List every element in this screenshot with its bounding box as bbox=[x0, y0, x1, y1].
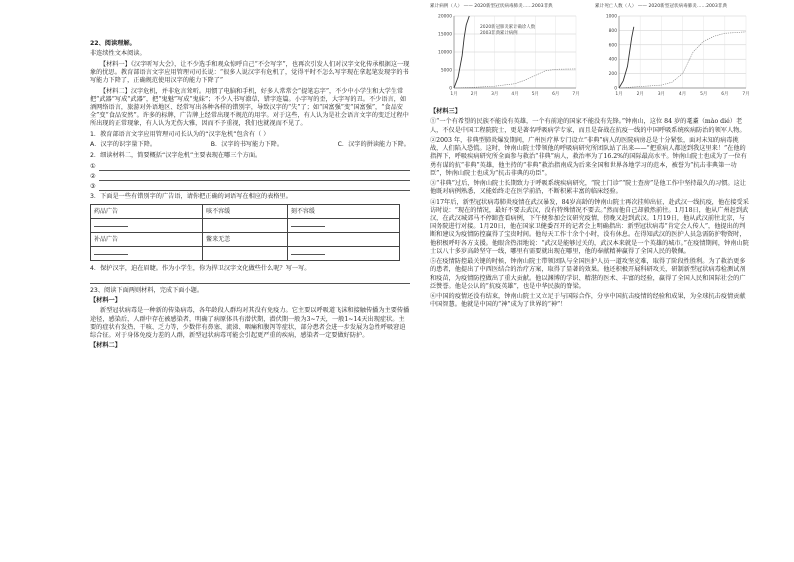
q22-title: 22、阅读理解。 bbox=[90, 40, 136, 47]
question-3: 3．下面是一些有错别字的广告语，请你把正确的词语写在相应的表格里。 bbox=[90, 193, 292, 201]
table-cell: 药品广告 bbox=[91, 205, 203, 219]
question-2: 2．细读材料二，简要概括“汉字危机”主要表现在哪三个方面。 bbox=[90, 152, 262, 160]
answer-line-3[interactable] bbox=[90, 183, 410, 191]
paragraph-6: ⑥中国的疫情还没有结束，钟南山院士又立足于与国际合作，分享中国抗击疫情的经验和成果，为全球抗击疫情贡献中国智慧。他就是中国的“神”成为了世界的“神”！ bbox=[430, 293, 746, 309]
right-column bbox=[430, 4, 750, 312]
answer-mark: ① bbox=[90, 162, 96, 170]
option-a[interactable]: A．汉字的识字量下降。 bbox=[90, 141, 157, 148]
annotation: 2020新冠肺炎累计确诊人数 bbox=[480, 25, 536, 31]
table-cell-blank[interactable] bbox=[91, 247, 203, 261]
y-tick-label: 400 bbox=[608, 57, 617, 63]
table-cell: 刻不容缓 bbox=[287, 205, 399, 219]
table-row bbox=[91, 233, 400, 247]
x-tick-label: 1月 bbox=[450, 92, 458, 98]
answer-line-2[interactable] bbox=[90, 173, 410, 181]
question-1-options bbox=[90, 141, 410, 149]
chart-title: 累计死亡人数（人） —— 2020新型冠状病毒肺炎……2003非典 bbox=[595, 4, 727, 9]
table-cell bbox=[203, 219, 288, 233]
table-row bbox=[91, 219, 400, 233]
table-cell: 鳖来无恙 bbox=[203, 233, 288, 247]
annotation: 2003非典累计病例 bbox=[480, 31, 518, 37]
material-1b: 新型冠状病毒是一种新的传染病毒，各年龄段人群均对其没有免疫力。它主要以呼吸道飞沫和接触传播为主要传播途径，感染后，人群中存在被感染者，明确了病原体具有潜伏期，潜伏期一般为3~7天，一般1~14天出现症状。主要的症状有发热、干咳、乏力等，少数伴有鼻塞、流涕、咽痛和腹泻等症状，部分患者会进一步发展为急性呼吸窘迫综合征。对于身体免疫力差的人群，新型冠状病毒可能会引起更严重的疾病，感染者一定要做好防护。 bbox=[90, 307, 410, 339]
x-tick-label: 5月 bbox=[700, 92, 708, 98]
question-4: 4．保护汉字，迫在眉睫。作为小学生，你为捍卫汉字文化做些什么呢？写一写。 bbox=[90, 265, 311, 273]
y-tick-label: 0 bbox=[614, 86, 617, 92]
charts-area bbox=[430, 4, 750, 104]
y-tick-label: 0 bbox=[449, 86, 452, 92]
table-row bbox=[91, 247, 400, 261]
material-2b-title: 【材料二】 bbox=[90, 342, 121, 350]
paragraph-1: ①“一个有希望的民族不能没有英雄，一个有前途的国家不能没有先锋。”钟南山，这位 84 岁的耄耋（mào dié）老人，不仅是中国工程院院士，更是著名呼吸病学专家，而且是奋战在抗疫一线的中国呼吸系统疾病防治的领军人物。 bbox=[430, 118, 746, 134]
table-row bbox=[91, 205, 400, 219]
x-tick-label: 6月 bbox=[721, 92, 729, 98]
x-tick-label: 7月 bbox=[742, 92, 750, 98]
table-cell: 补品广告 bbox=[91, 233, 203, 247]
option-b[interactable]: B．汉字的书写能力下降。 bbox=[210, 141, 284, 148]
paragraph-3: ③“非典”过后，钟南山院士长期致力于呼吸系统疾病研究，“院士门诊”“院士查房”是他工作中坚持最久的习惯。这让他既对病例熟悉，又能始终走在医学前沿，不断积累丰富的临床经验。 bbox=[430, 180, 746, 196]
y-tick-label: 1000 bbox=[605, 14, 617, 20]
table-cell-blank[interactable] bbox=[287, 247, 399, 261]
x-tick-label: 2月 bbox=[636, 92, 644, 98]
option-c[interactable]: C．汉字的拼读能力下降。 bbox=[337, 141, 410, 148]
material-1: 【材料一】《汉字听写大会》，让不少选手和观众惊呼自己“不会写字”，也再次引发人们对汉字文化传承根据这一现象的忧思。教育部语言文字应用管理司司长说：“很多人说汉字有危机了，觉得平时不怎么写字现在拿起笔发现字的书写能力下降了，正确规范使用汉字的能力下降了” bbox=[90, 60, 410, 85]
table-cell-blank[interactable] bbox=[287, 219, 399, 233]
y-tick-label: 200 bbox=[608, 72, 617, 78]
y-tick-label: 800 bbox=[608, 28, 617, 34]
paragraph-5: ⑤在疫情防控最关键的时候，钟南山院士带领团队与全国医护人员一道攻坚克难，取得了阶段性胜利。为了救治更多的患者，他提出了中西医结合的治疗方案，取得了显著的效果。他还积极开展科研攻关，研制新型冠状病毒检测试剂和疫苗，为疫情防控做出了重大贡献。他以渊博的学识、精湛的医术、丰富的经验，赢得了全国人民和国际社会的广泛赞誉。他是公认的“抗疫英雄”，也是中华民族的脊梁。 bbox=[430, 258, 746, 290]
x-tick-label: 7月 bbox=[572, 92, 580, 98]
series-line bbox=[619, 27, 634, 88]
y-tick-label: 5000 bbox=[440, 68, 452, 74]
left-column bbox=[90, 40, 410, 353]
ad-table bbox=[90, 204, 400, 261]
q22-subtitle: 非连续性文本阅读。 bbox=[90, 50, 146, 58]
paragraph-2: ②2003 年，非典型肺炎爆发期间，广州医疗界专门设立“非典”病人的医院病房总是十分紧张，面对未知的病毒挑战，人们陷入恐慌。这时，钟南山院士带领他的呼吸病研究所团队站了出来——“把重病人都送到我这里来！”在他的指挥下，呼吸疾病研究所全面参与救治“非典”病人，救治率为了16.2%的国际最高水平。钟南山院士也成为了一位有勇有谋的抗“非典”英雄，他主持的“非典”救治指南成为后来全国和世界各地学习的范本，被誉为“抗击非典第一功臣”，钟南山院士也成为“抗击非典的功臣”。 bbox=[430, 136, 747, 177]
material-2: 【材料二】汉字危机，并非危言耸听。用惯了电脑和手机，好多人常常会“提笔忘字”，不少中小学生和大学生常把“武器”写成“武器”，把“鬼魅”写成“鬼妹”；不少人书写潦草，错字连篇。小字写的歪，大字写的丑。不少语言，如酒网络语言，旅游对外语地区、经常写出各种各样的错别字，导致汉字的“失”了；如“国富强”变“国富强”，“食品安全”变“食品安然”。许多的标牌，广告牌上经常出现不规范的用字。对于这些，有人认为是社会语言文字的变迁过程中所出现的正常现象，有人认为无伤大雅，因而不予重视，我们也就视而不见了。 bbox=[90, 87, 409, 128]
answer-line-4[interactable] bbox=[90, 276, 410, 284]
chart-cases bbox=[430, 4, 580, 103]
chart-cases-svg bbox=[430, 10, 580, 100]
q23-title: 23、阅读下面两则材料，完成下面小题。 bbox=[90, 286, 204, 294]
x-tick-label: 2月 bbox=[470, 92, 478, 98]
y-tick-label: 20000 bbox=[438, 14, 452, 20]
table-cell: 咳不容缓 bbox=[203, 205, 288, 219]
chart-deaths bbox=[595, 4, 750, 103]
x-tick-label: 5月 bbox=[531, 92, 539, 98]
y-tick-label: 600 bbox=[608, 43, 617, 49]
y-tick-label: 10000 bbox=[438, 50, 452, 56]
chart-title: 累计病例（人） —— 2020新型冠状病毒肺炎……2003非典 bbox=[430, 4, 553, 9]
x-tick-label: 3月 bbox=[491, 92, 499, 98]
material-3-title: 【材料三】 bbox=[430, 108, 461, 115]
question-1: 1．教育部语言文字应用管理司司长认为的“汉字危机”包含有（ ） bbox=[90, 130, 270, 138]
x-tick-label: 6月 bbox=[552, 92, 560, 98]
x-tick-label: 3月 bbox=[657, 92, 665, 98]
table-cell bbox=[287, 233, 399, 247]
answer-mark: ③ bbox=[90, 182, 96, 190]
x-tick-label: 4月 bbox=[511, 92, 519, 98]
y-tick-label: 15000 bbox=[438, 32, 452, 38]
table-cell bbox=[203, 247, 288, 261]
answer-line-1[interactable] bbox=[90, 163, 410, 171]
paragraph-4: ④17年后，新型冠状病毒肺炎疫情在武汉暴发，84岁高龄的钟南山院士再次挂帅出征，赴武汉一线抗疫，他在接受采访时说：“现在的情况，最好不要去武汉，没有特殊情况不要去。”然而他自己却毅然前往。1月18日，他从广州赶到武汉，在武汉城郊马不停蹄查看病例，下午便参加会议研究疫情，傍晚又赶到武汉。1月19日，他从武汉前往北京，与国务院进行对接。1月20日，他在国家卫健委召开的记者会上明确指出：新型冠状病毒“肯定会人传人”，他提出的判断和建议为疫情防控赢得了宝贵时间。他每天工作十余个小时，没有休息。在得知武汉的医护人员急需防护物资时，他积极呼吁各方支援。他眼含热泪地说：“武汉是能够过关的，武汉本来就是一个英雄的城市。”在疫情期间，钟南山院士以八十多岁高龄坚守一线，哪里有需要就出现在哪里，他的奉献精神赢得了全国人民的敬佩。 bbox=[430, 198, 749, 255]
x-tick-label: 4月 bbox=[678, 92, 687, 98]
table-cell-blank[interactable] bbox=[91, 219, 203, 233]
x-tick-label: 1月 bbox=[615, 92, 623, 98]
answer-mark: ② bbox=[90, 172, 96, 180]
material-1b-title: 【材料一】 bbox=[90, 297, 121, 305]
chart-deaths-svg bbox=[595, 10, 750, 100]
